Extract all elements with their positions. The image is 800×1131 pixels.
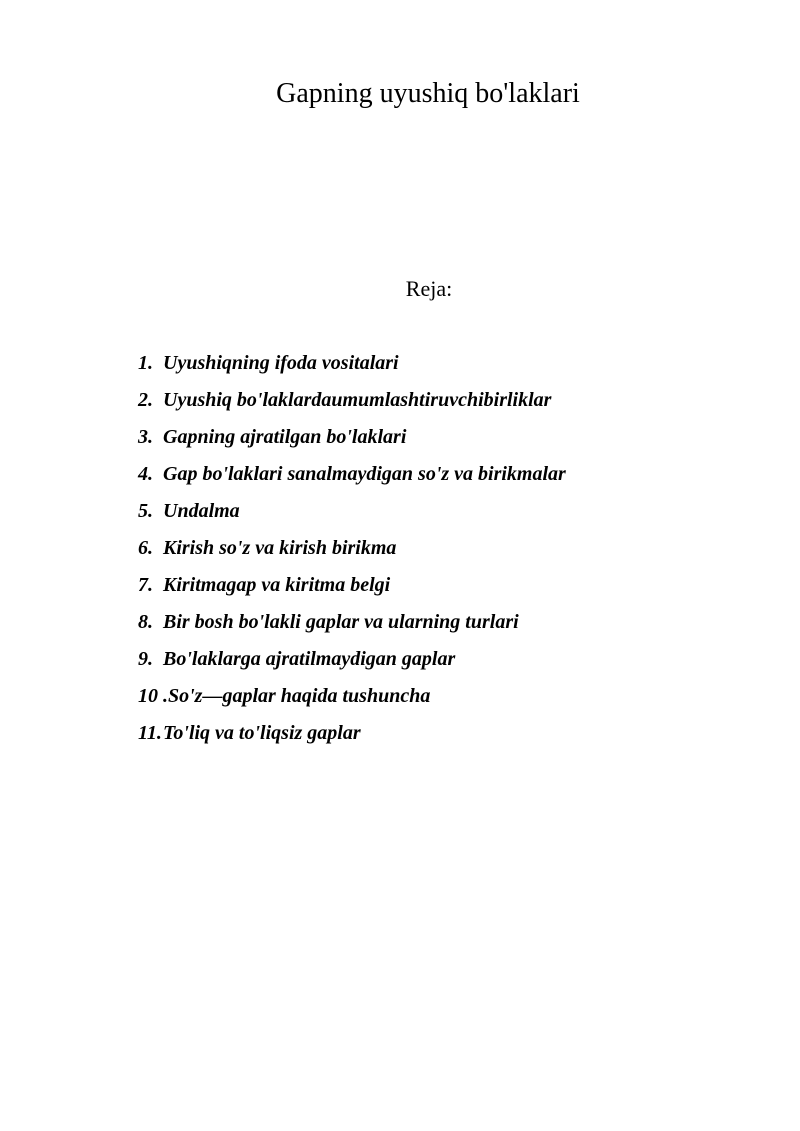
plan-item-number: 3. [138, 426, 153, 448]
plan-item-text: So'z—gaplar haqida tushuncha [168, 685, 431, 707]
plan-item-3 [138, 419, 758, 456]
plan-item-text: Undalma [163, 500, 240, 522]
plan-item-4 [138, 456, 758, 493]
plan-item-7 [138, 567, 758, 604]
plan-item-10 [138, 678, 758, 715]
plan-item-text: Kirish so'z va kirish birikma [163, 537, 397, 559]
plan-item-number: 1. [138, 352, 153, 374]
plan-item-6 [138, 530, 758, 567]
plan-item-number: 8. [138, 611, 153, 633]
plan-item-number: 6. [138, 537, 153, 559]
plan-item-text: Bo'laklarga ajratilmaydigan gaplar [163, 648, 456, 670]
plan-item-text: Gap bo'laklari sanalmaydigan so'z va birikmalar [163, 463, 566, 485]
plan-item-text: Bir bosh bo'lakli gaplar va ularning turlari [163, 611, 519, 633]
plan-item-number: 5. [138, 500, 153, 522]
plan-item-number: 10 . [138, 685, 168, 707]
document-title: Gapning uyushiq bo'laklari [276, 78, 580, 109]
plan-list [138, 345, 758, 752]
plan-item-number: 11. [138, 722, 162, 744]
plan-item-text: Uyushiq bo'laklardaumumlashtiruvchibirliklar [163, 389, 552, 411]
plan-item-text: To'liq va to'liqsiz gaplar [163, 722, 361, 744]
plan-item-text: Gapning ajratilgan bo'laklari [163, 426, 407, 448]
plan-item-9 [138, 641, 758, 678]
plan-item-1 [138, 345, 758, 382]
plan-heading: Reja: [405, 276, 453, 301]
plan-item-5 [138, 493, 758, 530]
plan-item-text: Kiritmagap va kiritma belgi [163, 574, 391, 596]
plan-item-2 [138, 382, 758, 419]
plan-item-number: 7. [138, 574, 153, 596]
plan-item-number: 4. [138, 463, 153, 485]
plan-item-text: Uyushiqning ifoda vositalari [163, 352, 399, 374]
plan-item-11 [138, 715, 758, 752]
plan-item-number: 2. [138, 389, 153, 411]
plan-item-number: 9. [138, 648, 153, 670]
plan-item-8 [138, 604, 758, 641]
